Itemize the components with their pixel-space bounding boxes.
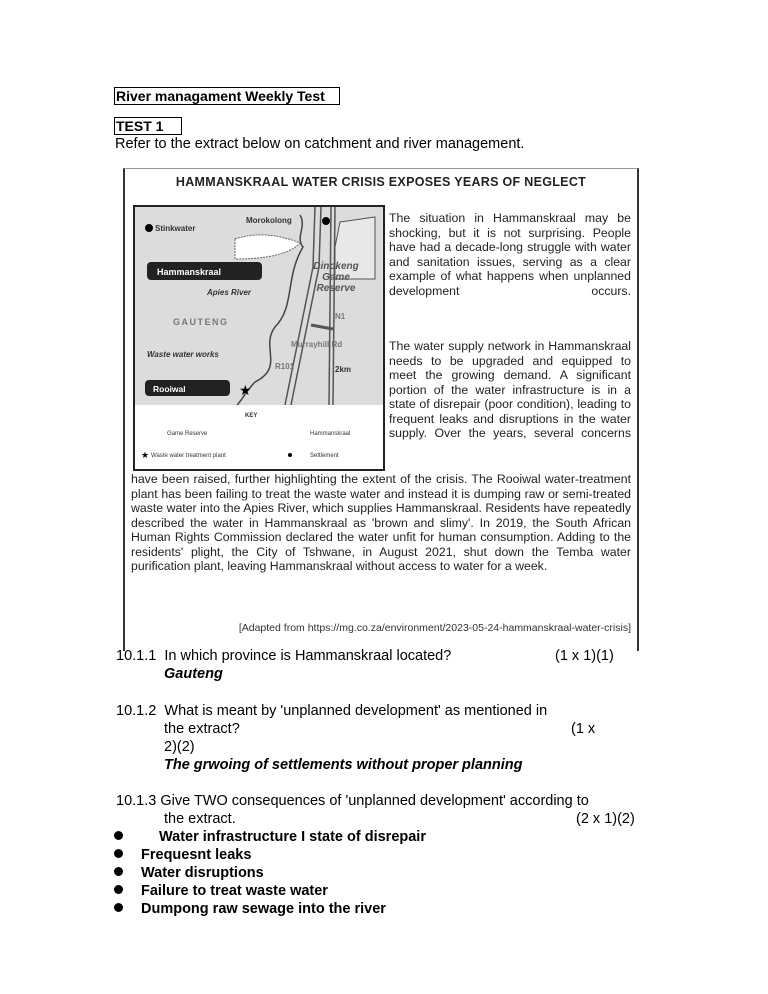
bullet-icon	[114, 885, 123, 894]
list-item: Water disruptions	[114, 864, 426, 882]
key-game-reserve: Game Reserve	[167, 431, 208, 437]
intro-text: Refer to the extract below on catchment and river management.	[115, 136, 525, 152]
question-10-1-2: 10.1.2 What is meant by 'unplanned development' as mentioned in	[116, 703, 548, 719]
map-label-stinkwater: Stinkwater	[155, 224, 196, 233]
bullet-icon	[114, 849, 123, 858]
test-title: River managament Weekly Test	[114, 87, 340, 105]
key-wwtp: Waste water treatment plant	[151, 453, 226, 459]
map-label-hammanskraal: Hammanskraal	[157, 267, 222, 277]
extract-title: HAMMANSKRAAL WATER CRISIS EXPOSES YEARS OF NEGLECT	[175, 175, 587, 189]
marks-10-1-2b: 2)(2)	[164, 739, 195, 755]
map-label-rooiwal: Rooiwal	[153, 384, 186, 394]
map-label-dinokeng: Dinokeng Game Reserve	[313, 261, 359, 294]
extract-paragraph-2a: The water supply network in Hammanskraal needs to be upgraded and equipped to meet the growing demand. A significant portion of the water infrastructure is in a state of disrepair (poor condition), leading to frequent leaks and disruptions in the water supply. Over the years, several concerns	[389, 339, 631, 440]
map-label-waste: Waste water works	[147, 350, 219, 359]
question-10-1-3-cont: the extract.	[164, 811, 236, 827]
extract-image	[123, 168, 639, 651]
star-key-icon: ★	[141, 450, 150, 460]
extract-paragraph-2b: have been raised, further highlighting the extent of the crisis. The Rooiwal water-treatment plant has been failing to treat the waste water and instead it is dumping raw or semi-treated waste water into the Apies River, which supplies Hammanskraal. Residents have repeatedly described the water in Hammanskraal as 'brown and slimy'. In 2019, the South African Human Rights Commission declared the water unfit for human consumption. Adding to the residents' plight, the City of Tshwane, in August 2021, shut down the Temba water purification plant, leaving Hammanskraal without access to water for a week.	[131, 472, 631, 573]
extract-source: [Adapted from https://mg.co.za/environment/2023-05-24-hammanskraal-water-crisis]	[238, 622, 631, 634]
map-label-gauteng: GAUTENG	[173, 317, 229, 327]
test-label: TEST 1	[114, 117, 182, 135]
marks-10-1-3: (2 x 1)(2)	[576, 811, 635, 827]
map-label-n1: N1	[335, 312, 346, 321]
answer-list-10-1-3	[114, 828, 426, 918]
list-item: Frequesnt leaks	[114, 846, 426, 864]
key-title: KEY	[245, 413, 258, 419]
key-hammanskraal: Hammanskraal	[310, 431, 351, 437]
map	[133, 205, 385, 471]
question-10-1-3: 10.1.3 Give TWO consequences of 'unplanned development' according to	[116, 793, 589, 809]
bullet-icon	[114, 867, 123, 876]
list-item: Dumpong raw sewage into the river	[114, 900, 426, 918]
map-label-r101: R101	[275, 362, 295, 371]
marks-10-1-2a: (1 x	[571, 721, 596, 737]
list-item: Water infrastructure I state of disrepair	[114, 828, 426, 846]
answer-10-1-1: Gauteng	[164, 666, 223, 682]
answer-10-1-2: The grwoing of settlements without proper planning	[164, 757, 523, 773]
map-graphic	[135, 207, 383, 469]
list-item: Failure to treat waste water	[114, 882, 426, 900]
map-scale: 2km	[335, 365, 352, 374]
bullet-icon	[114, 903, 123, 912]
map-label-murrayhill: Murrayhill Rd	[291, 340, 343, 349]
extract-paragraph-1: The situation in Hammanskraal may be shocking, but it is not surprising. People have had a decade-long struggle with water and sanitation issues, serving as a clear example of what happens when unplanned development occurs.	[389, 211, 631, 298]
star-icon: ★	[239, 382, 252, 398]
map-label-morokolong: Morokolong	[246, 216, 292, 225]
key-settlement: Settlement	[310, 453, 339, 459]
bullet-icon	[114, 831, 123, 840]
marks-10-1-1: (1 x 1)(1)	[555, 648, 614, 664]
question-10-1-2-cont: the extract?	[164, 721, 240, 737]
map-label-apies: Apies River	[207, 288, 252, 297]
question-10-1-1: 10.1.1 In which province is Hammanskraal located?	[116, 648, 452, 664]
